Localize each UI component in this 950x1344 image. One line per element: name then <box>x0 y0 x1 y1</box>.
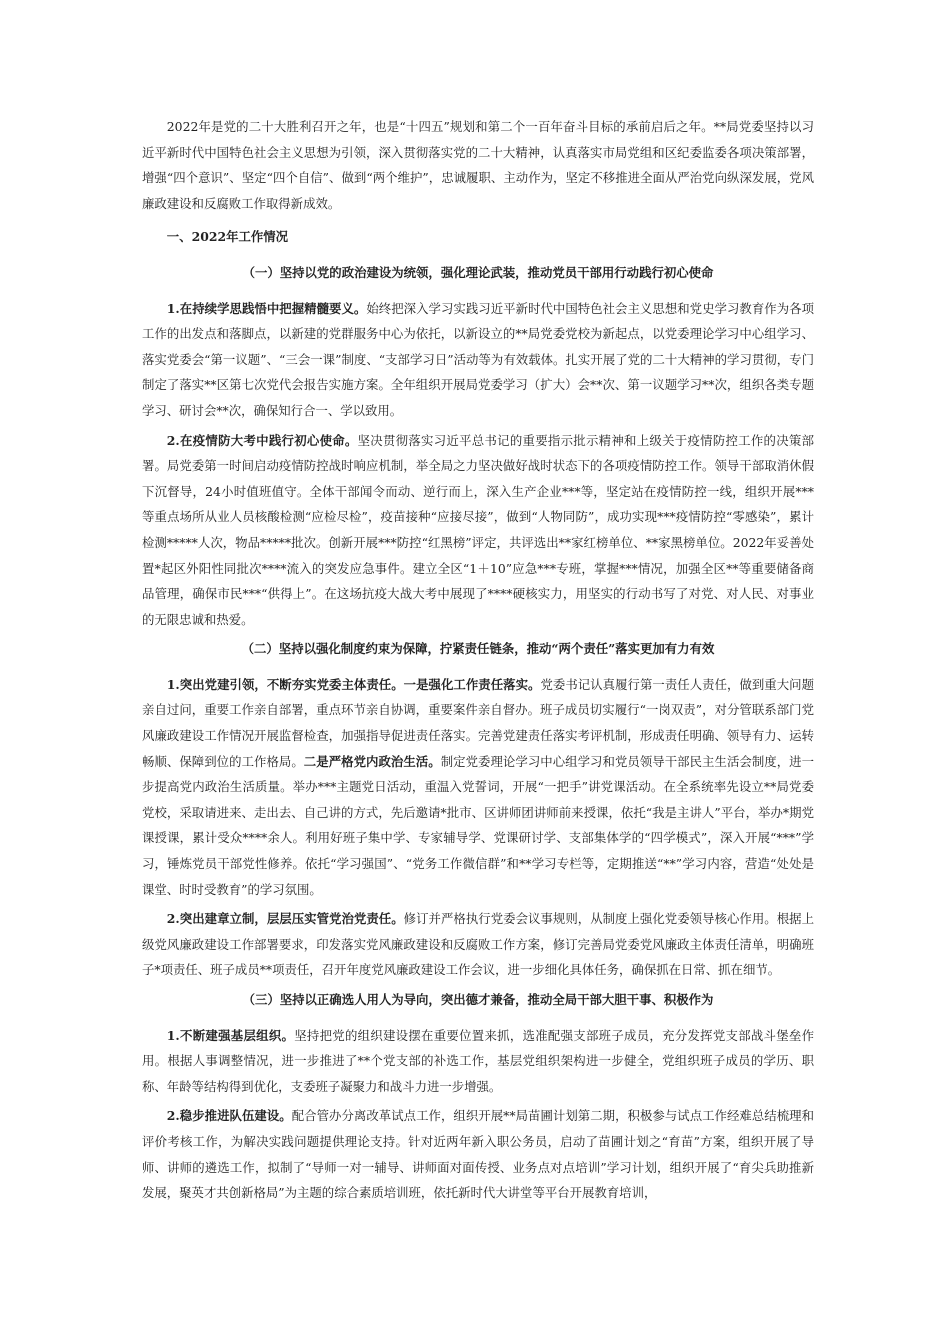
paragraph-3-2 <box>142 1103 814 1205</box>
subsection-heading-2: （二）坚持以强化制度约束为保障，拧紧责任链条，推动“两个责任”落实更加有力有效 <box>241 641 715 657</box>
paragraph-text: 修订并严格执行党委会议事规则，从制度上强化党委领导核心作用。根据上级党风廉政建设工作部署要求，印发落实党风廉政建设和反腐败工作方案，修订完善局党委党风廉政主体责任清单，明确班子*项责任、班子成员**项责任，召开年度党风廉政建设工作会议，进一步细化具体任务，确保抓在日常、抓在细节。 <box>142 911 815 978</box>
paragraph-2-1 <box>142 672 814 902</box>
paragraph-text: 坚决贯彻落实习近平总书记的重要指示批示精神和上级关于疫情防控工作的决策部署。局党委第一时间启动疫情防控战时响应机制，举全局之力坚决做好战时状态下的各项疫情防控工作。领导干部取消休假下沉督导，24小时值班值守。全体干部闻令而动、逆行而上，深入生产企业***等，坚定站在疫情防控一线，组织开展***等重点场所从业人员核酸检测“应检尽检”，疫苗接种“应接尽接”，做到“人物同防”，成功实现***疫情防控“零感染”，累计检测*****人次，物品*****批次。创新开展***防控“红黑榜”评定，共评选出**家红榜单位、**家黑榜单位。2022年妥善处置*起区外阳性同批次****流入的突发应急事件。建立全区“1＋10”应急***专班，掌握***情况，加强全区**等重要储备商品管理，确保市民***“供得上”。在这场抗疫大战大考中展现了****硬核实力，用坚实的行动书写了对党、对人民、对事业的无限忠诚和热爱。 <box>142 432 815 627</box>
paragraph-text: 始终把深入学习实践习近平新时代中国特色社会主义思想和党史学习教育作为各项工作的出发点和落脚点，以新建的党群服务中心为依托，以新设立的**局党委党校为新起点，以党委理论学习中心组学习、落实党委会“第一议题”、“三会一课”制度、“支部学习日”活动等为有效载体。扎实开展了党的二十大精神的学习贯彻，专门制定了落实**区第七次党代会报告实施方案。全年组织开展局党委学习（扩大）会**次、第一议题学习**次，组织各类专题学习、研讨会**次，确保知行合一、学以致用。 <box>142 300 814 418</box>
paragraph-lead: 2.突出建章立制，层层压实管党治党责任。 <box>166 911 404 927</box>
paragraph-bold-phrase: 二是严格党内政治生活。 <box>303 753 441 769</box>
section-heading: 一、2022年工作情况 <box>166 229 289 245</box>
paragraph-2-2 <box>142 906 814 983</box>
paragraph-lead: 2.稳步推进队伍建设。 <box>166 1108 292 1124</box>
paragraph-lead: 1.不断建强基层组织。 <box>166 1027 295 1043</box>
subsection-heading-1: （一）坚持以党的政治建设为统领，强化理论武装，推动党员干部用行动践行初心使命 <box>242 264 714 280</box>
paragraph-lead: 1.在持续学思践悟中把握精髓要义。 <box>166 300 367 316</box>
paragraph-text: 党委书记认真履行第一责任人责任，做到重大问题亲自过问，重要工作亲自部署，重点环节亲自协调，重要案件亲自督办。班子成员切实履行“一岗双责”，对分管联系部门党风廉政建设工作情况开展监督检查，加强指导促进责任落实。完善党建责任落实考评机制，形成责任明确、领导有力、运转畅顺、保障到位的工作格局。 <box>142 676 815 769</box>
intro-paragraph: 2022年是党的二十大胜利召开之年，也是“十四五”规划和第二个一百年奋斗目标的承前启后之年。**局党委坚持以习近平新时代中国特色社会主义思想为引领，深入贯彻落实党的二十大精神，认真落实市局党组和区纪委监委各项决策部署，增强“四个意识”、坚定“四个自信”、做到“两个维护”，忠诚履职、主动作为，坚定不移推进全面从严治党向纵深发展，党风廉政建设和反腐败工作取得新成效。 <box>142 119 814 211</box>
paragraph-1-1 <box>142 296 814 424</box>
paragraph-text: 坚持把党的组织建设摆在重要位置来抓，选准配强支部班子成员，充分发挥党支部战斗堡垒作用。根据人事调整情况，进一步推进了**个党支部的补选工作，基层党组织架构进一步健全，党组织班子成员的学历、职称、年龄等结构得到优化，支委班子凝聚力和战斗力进一步增强。 <box>142 1027 815 1094</box>
document-page <box>142 114 814 1210</box>
subsection-heading-3: （三）坚持以正确选人用人为导向，突出德才兼备，推动全局干部大胆干事、积极作为 <box>242 992 714 1007</box>
paragraph-3-1 <box>142 1023 814 1100</box>
paragraph-bold-phrase: 一是强化工作责任落实。 <box>403 676 541 692</box>
paragraph-text: 配合管办分离改革试点工作，组织开展**局苗圃计划第二期，积极参与试点工作经难总结梳理和评价考核工作，为解决实践问题提供理论支持。针对近两年新入职公务员，启动了苗圃计划之“育苗”方案，组织开展了导师、讲师的遴选工作，拟制了“导师一对一辅导、讲师面对面传授、业务点对点培训”学习计划，组织开展了“育尖兵助推新发展，聚英才共创新格局”为主题的综合素质培训班，依托新时代大讲堂等平台开展教育培训， <box>142 1108 815 1201</box>
paragraph-lead: 2.在疫情防大考中践行初心使命。 <box>166 432 358 448</box>
paragraph-text: 制定党委理论学习中心组学习和党员领导干部民主生活会制度，进一步提高党内政治生活质量。举办***主题党日活动，重温入党誓词，开展“一把手”讲党课活动。在全系统率先设立**局党委党校，采取请进来、走出去、自己讲的方式，先后邀请*批市、区讲师团讲师前来授课，依托“我是主讲人”平台，举办*期党课授课，累计受众****余人。利用好班子集中学、专家辅导学、党课研讨学、支部集体学的“四学模式”，深入开展“***”学习，锤炼党员干部党性修养。依托“学习强国”、“党务工作微信群”和**学习专栏等，定期推送“**”学习内容，营造“处处是课堂、时时受教育”的学习氛围。 <box>142 753 815 897</box>
paragraph-lead: 1.突出党建引领，不断夯实党委主体责任。 <box>166 676 404 692</box>
paragraph-1-2 <box>142 428 814 633</box>
